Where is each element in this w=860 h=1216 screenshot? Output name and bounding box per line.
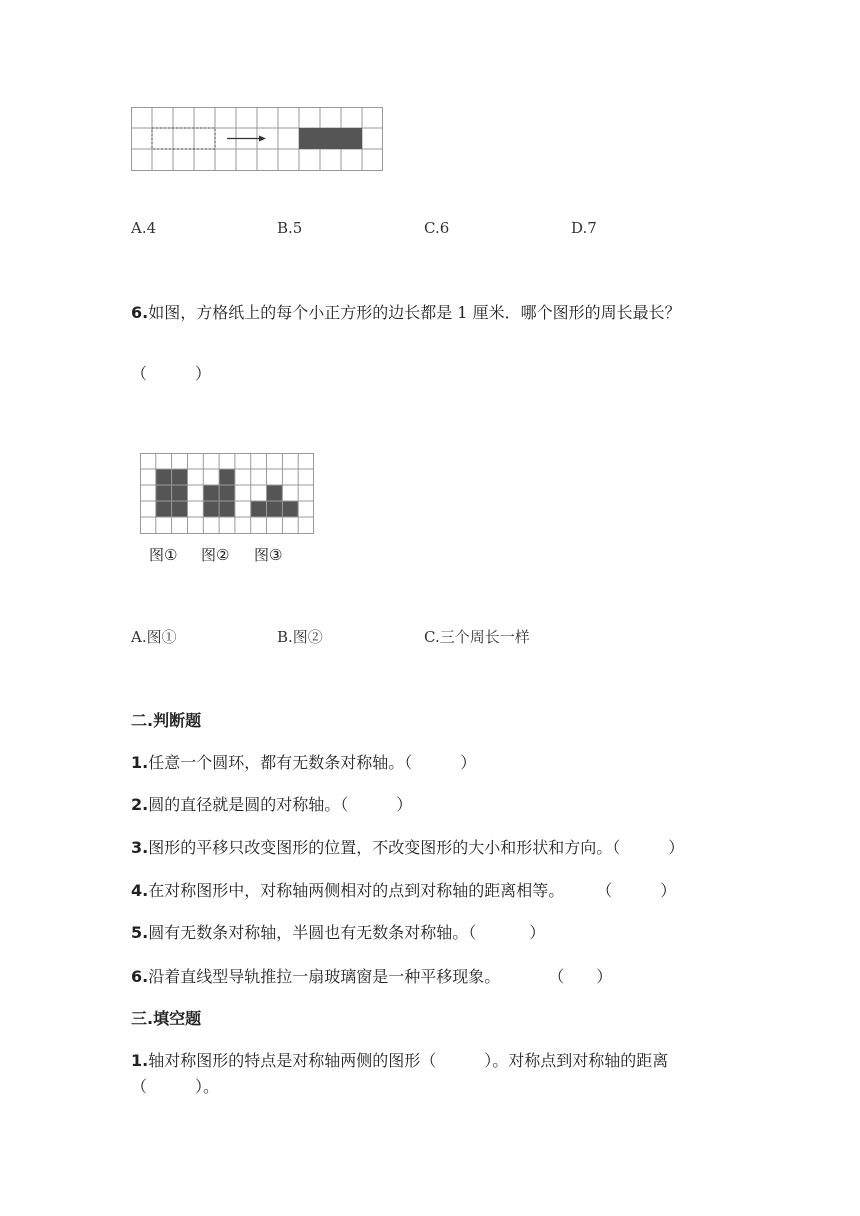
item-text: 圆有无数条对称轴，半圆也有无数条对称轴。（ ） (148, 923, 546, 942)
arrow-right-icon (259, 136, 266, 142)
question-text: 如图，方格纸上的每个小正方形的边长都是 1 厘米．哪个图形的周长最长？ (148, 303, 681, 322)
perimeter-grid-figure (140, 453, 314, 534)
item-number: 3. (131, 838, 149, 857)
option-a: A.4 (131, 219, 157, 237)
judge-item-5 (131, 920, 545, 943)
item-number: 4. (131, 881, 149, 900)
item-number: 2. (131, 795, 149, 814)
item-number: 1. (131, 1051, 149, 1070)
item-number: 6. (131, 967, 149, 986)
option-d: D.7 (571, 219, 597, 237)
figure-label-2: 图② (201, 546, 230, 564)
judge-item-3 (131, 835, 684, 858)
option-a: A.图① (131, 628, 177, 646)
judge-item-2 (131, 792, 412, 815)
fill-item-1-continued: （ ）。 (131, 1077, 220, 1096)
item-text: 沿着直线型导轨推拉一扇玻璃窗是一种平移现象。 （ ） (148, 967, 613, 986)
item-text: 轴对称图形的特点是对称轴两侧的图形（ ）。对称点到对称轴的距离 (148, 1051, 669, 1070)
judge-item-4 (131, 878, 676, 901)
translation-grid-figure (131, 107, 383, 171)
figure-label-1: 图① (149, 546, 178, 564)
item-number: 5. (131, 923, 149, 942)
original-rectangle (152, 128, 215, 149)
option-b: B.5 (277, 219, 303, 237)
item-text: 在对称图形中，对称轴两侧相对的点到对称轴的距离相等。 （ ） (148, 881, 677, 900)
option-c: C.三个周长一样 (424, 628, 530, 646)
question-number: 6. (131, 303, 149, 322)
judge-item-6 (131, 964, 612, 987)
item-text: 图形的平移只改变图形的位置，不改变图形的大小和形状和方向。（ ） (148, 838, 685, 857)
item-text: 任意一个圆环，都有无数条对称轴。（ ） (148, 753, 477, 772)
option-c: C.6 (424, 219, 450, 237)
item-text: 圆的直径就是圆的对称轴。（ ） (148, 795, 413, 814)
answer-blank: （ ） (131, 364, 212, 383)
question-6 (131, 300, 681, 323)
section-title: 三.填空题 (131, 1009, 202, 1028)
section-title: 二.判断题 (131, 711, 202, 730)
translated-rectangle (299, 128, 362, 149)
option-b: B.图② (277, 628, 323, 646)
judge-item-1 (131, 750, 476, 773)
item-number: 1. (131, 753, 149, 772)
figure-label-3: 图③ (254, 546, 283, 564)
fill-item-1 (131, 1048, 668, 1071)
